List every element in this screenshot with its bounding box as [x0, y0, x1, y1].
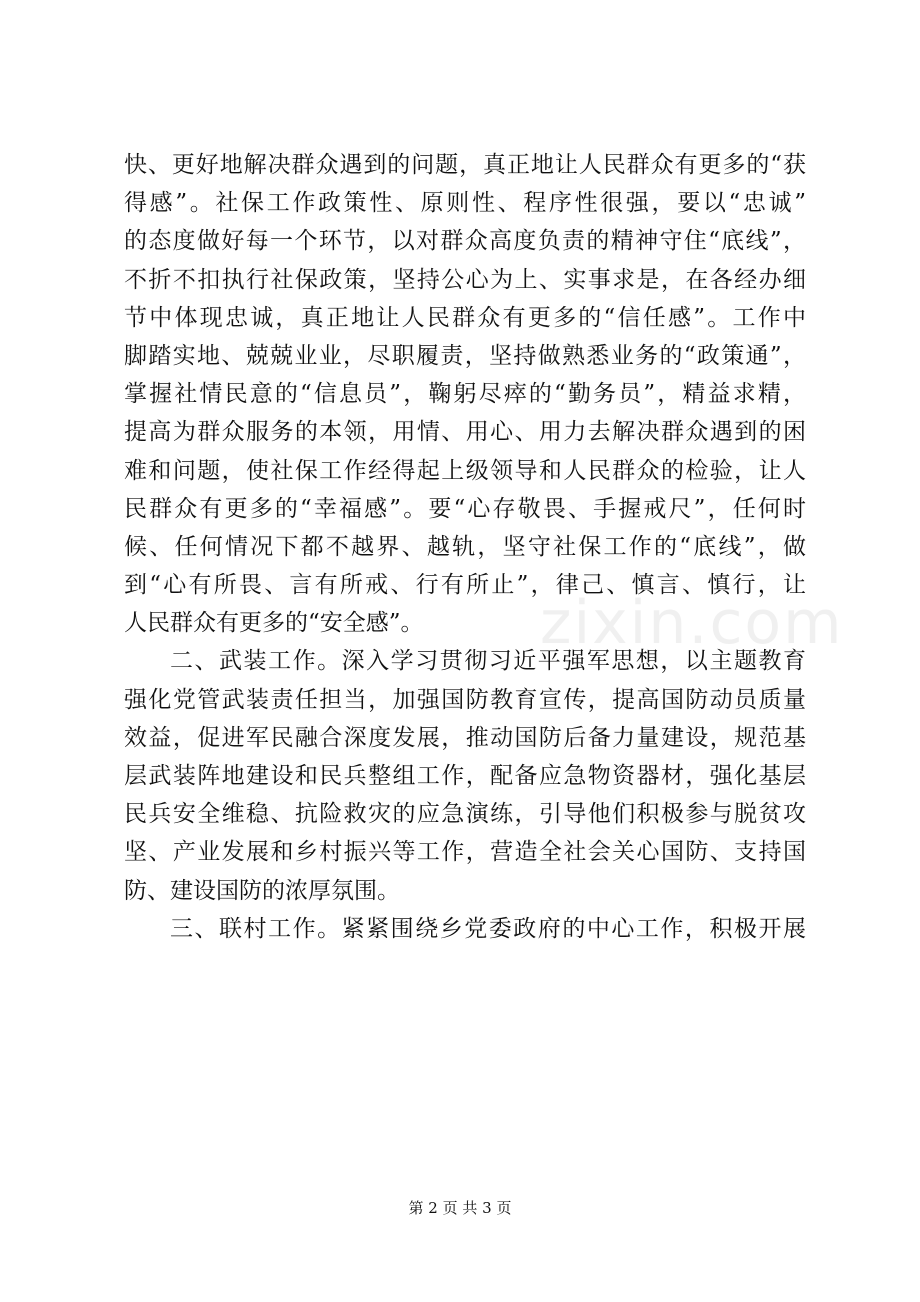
text-line: 脚踏实地、兢兢业业，尽职履责，坚持做熟悉业务的“政策通”， [124, 342, 806, 369]
watermark: zixin.com [540, 588, 844, 658]
text-line: 节中体现忠诚，真正地让人民群众有更多的“信任感”。工作中 [124, 304, 806, 331]
text-line: 的态度做好每一个环节，以对群众高度负责的精神守住“底线”， [124, 228, 806, 255]
text-line: 到“心有所畏、言有所戒、行有所止”，律己、慎言、慎行，让 [124, 572, 806, 599]
text-line: 提高为群众服务的本领，用情、用心、用力去解决群众遇到的困 [124, 419, 806, 446]
paragraph-village-liaison-work [124, 910, 806, 948]
text-line: 层武装阵地建设和民兵整组工作，配备应急物资器材，强化基层 [124, 763, 806, 789]
text-line: 难和问题，使社保工作经得起上级领导和人民群众的检验，让人 [124, 457, 806, 484]
text-line: 二、武装工作。深入学习贯彻习近平强军思想，以主题教育 [170, 648, 806, 675]
document-body [124, 146, 806, 948]
paragraph-social-security [124, 146, 806, 642]
text-line: 候、任何情况下都不越界、越轨，坚守社保工作的“底线”，做 [124, 533, 806, 560]
text-line: 掌握社情民意的“信息员”，鞠躬尽瘁的“勤务员”，精益求精， [124, 381, 806, 408]
text-line: 坚、产业发展和乡村振兴等工作，营造全社会关心国防、支持国 [124, 839, 806, 866]
text-line: 不折不扣执行社保政策，坚持公心为上、实事求是，在各经办细 [124, 266, 806, 293]
text-line: 快、更好地解决群众遇到的问题，真正地让人民群众有更多的“获 [124, 152, 806, 178]
page-footer: 第 2 页 共 3 页 [408, 1199, 512, 1217]
text-line: 民兵安全维稳、抗险救灾的应急演练，引导他们积极参与脱贫攻 [124, 801, 806, 828]
text-line: 得感”。社保工作政策性、原则性、程序性很强，要以“忠诚” [124, 190, 806, 217]
text-line: 效益，促进军民融合深度发展，推动国防后备力量建设，规范基 [124, 724, 806, 751]
text-line: 防、建设国防的浓厚氛围。 [124, 877, 400, 904]
text-line: 人民群众有更多的“安全感”。 [124, 610, 424, 637]
text-line: 民群众有更多的“幸福感”。要“心存敬畏、手握戒尺”，任何时 [124, 495, 806, 522]
paragraph-armed-forces-work [124, 642, 806, 909]
text-line: 三、联村工作。紧紧围绕乡党委政府的中心工作，积极开展 [170, 915, 806, 942]
text-line: 强化党管武装责任担当，加强国防教育宣传，提高国防动员质量 [124, 686, 806, 713]
